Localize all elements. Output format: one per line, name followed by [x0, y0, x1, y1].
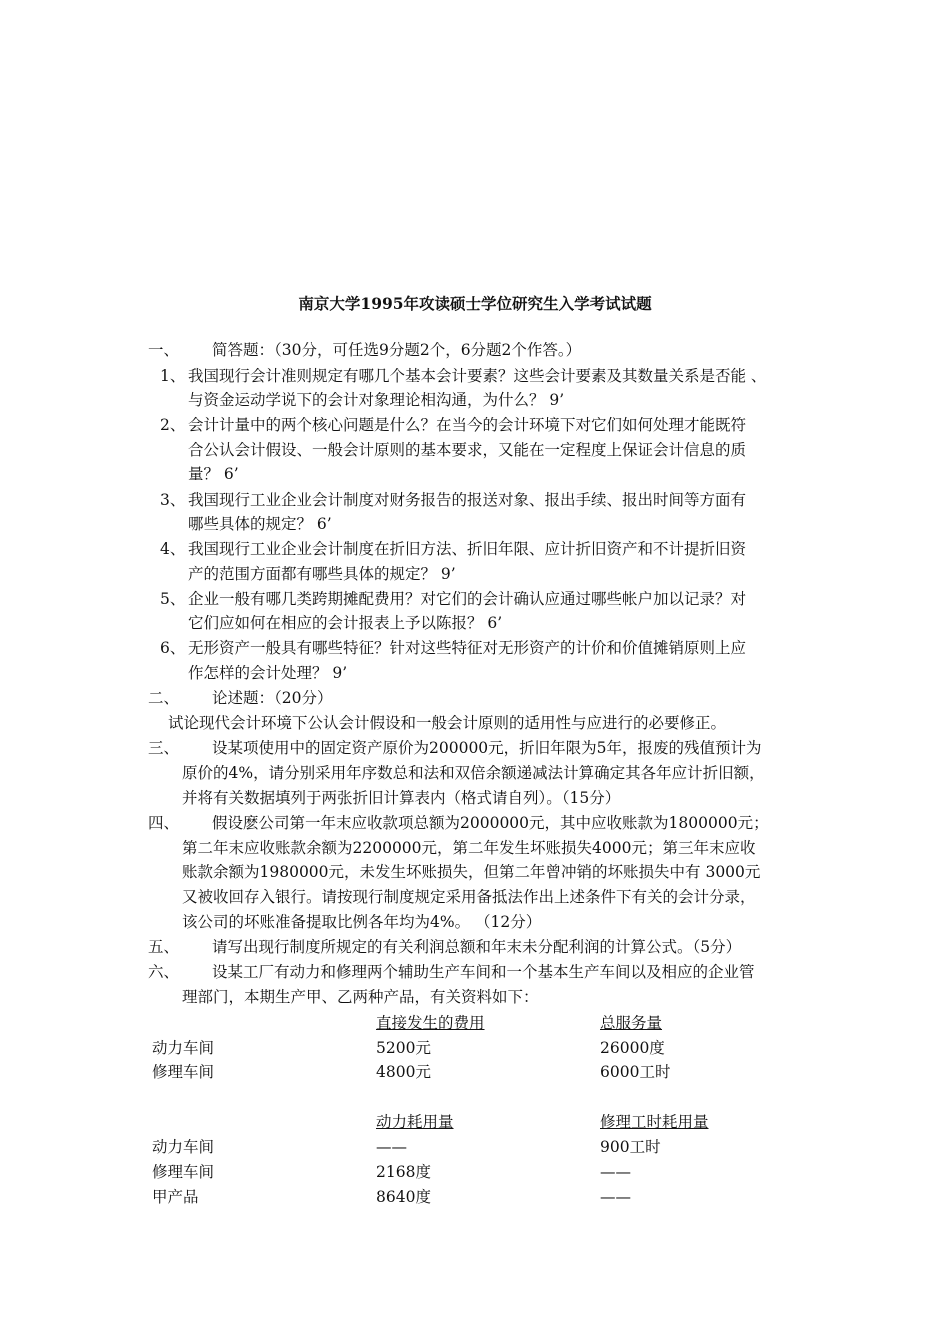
question-6-line-1: 无形资产一般具有哪些特征？针对这些特征对无形资产的计价和价值摊销原则上应 — [188, 639, 747, 657]
exam-title: 南京大学1995年攻读硕士学位研究生入学考试试题 — [298, 294, 652, 313]
question-5-line-1: 企业一般有哪几类跨期摊配费用？对它们的会计确认应通过哪些帐户加以记录？对 — [188, 590, 747, 608]
section-3-line-3: 并将有关数据填列于两张折旧计算表内（格式请自列）。（15分） — [182, 789, 621, 807]
question-6-line-2: 作怎样的会计处理？ 9’ — [188, 664, 348, 682]
question-4-line-1: 我国现行工业企业会计制度在折旧方法、折旧年限、应计折旧资产和不计提折旧资 — [188, 540, 747, 558]
section-3-line-1: 设某项使用中的固定资产原价为200000元，折旧年限为5年，报废的残值预计为 — [212, 739, 762, 757]
question-3-number: 3、 — [160, 491, 186, 509]
section-1-number: 一、 — [148, 341, 180, 359]
section-3-line-2: 原价的4%，请分别采用年序数总和法和双倍余额递减法计算确定其各年应计折旧额， — [182, 764, 765, 782]
table2-cell: 2168度 — [376, 1163, 431, 1181]
question-5-number: 5、 — [160, 590, 186, 608]
section-3-number: 三、 — [148, 739, 180, 757]
question-3-line-1: 我国现行工业企业会计制度对财务报告的报送对象、报出手续、报出时间等方面有 — [188, 491, 747, 509]
section-4-number: 四、 — [148, 814, 180, 832]
question-1-line-2: 与资金运动学说下的会计对象理论相沟通，为什么？ 9’ — [188, 391, 565, 409]
section-2-number: 二、 — [148, 689, 180, 707]
table1-cell: 26000度 — [600, 1039, 665, 1057]
question-5-line-2: 它们应如何在相应的会计报表上予以陈报？ 6’ — [188, 614, 503, 632]
section-6-number: 六、 — [148, 963, 180, 981]
question-2-line-1: 会计计量中的两个核心问题是什么？在当今的会计环境下对它们如何处理才能既符 — [188, 416, 747, 434]
section-4-line-1: 假设麽公司第一年末应收款项总额为2000000元，其中应收账款为1800000元； — [212, 814, 769, 832]
table2-row-label: 动力车间 — [152, 1138, 215, 1156]
table2-cell: 8640度 — [376, 1188, 431, 1206]
table2-header-power: 动力耗用量 — [376, 1113, 454, 1131]
question-2-number: 2、 — [160, 416, 186, 434]
table2-cell: —— — [600, 1163, 631, 1181]
section-4-line-4: 又被收回存入银行。请按现行制度规定采用备抵法作出上述条件下有关的会计分录， — [182, 888, 756, 906]
question-2-line-2: 合公认会计假设、一般会计原则的基本要求，又能在一定程度上保证会计信息的质 — [188, 441, 747, 459]
section-2-body: 试论现代会计环境下公认会计假设和一般会计原则的适用性与应进行的必要修正。 — [168, 714, 727, 732]
section-6-line-2: 理部门，本期生产甲、乙两种产品，有关资料如下： — [182, 988, 539, 1006]
table2-row-label: 甲产品 — [152, 1188, 199, 1206]
table1-cell: 6000工时 — [600, 1063, 671, 1081]
table1-row-label: 修理车间 — [152, 1063, 215, 1081]
table1-cell: 4800元 — [376, 1063, 431, 1081]
table2-cell: 900工时 — [600, 1138, 661, 1156]
question-3-line-2: 哪些具体的规定？ 6’ — [188, 515, 332, 533]
question-4-number: 4、 — [160, 540, 186, 558]
table1-cell: 5200元 — [376, 1039, 431, 1057]
question-1-number: 1、 — [160, 367, 186, 385]
section-2-header: 论述题：（20分） — [212, 689, 333, 707]
table1-row-label: 动力车间 — [152, 1039, 215, 1057]
table2-cell: —— — [376, 1138, 407, 1156]
section-6-line-1: 设某工厂有动力和修理两个辅助生产车间和一个基本生产车间以及相应的企业管 — [212, 963, 755, 981]
section-4-line-2: 第二年末应收账款余额为2200000元，第二年发生坏账损失4000元；第三年末应收 — [182, 839, 756, 857]
section-1-header: 简答题：（30分，可任选9分题2个，6分题2个作答。） — [212, 341, 582, 359]
table2-row-label: 修理车间 — [152, 1163, 215, 1181]
section-4-line-5: 该公司的坏账准备提取比例各年均为4%。 （12分） — [182, 913, 542, 931]
question-1-line-1: 我国现行会计准则规定有哪几个基本会计要素？这些会计要素及其数量关系是否能 、 — [188, 367, 767, 385]
question-6-number: 6、 — [160, 639, 186, 657]
question-2-line-3: 量？ 6’ — [188, 465, 239, 483]
table1-header-service: 总服务量 — [600, 1014, 663, 1032]
table2-header-repair: 修理工时耗用量 — [600, 1113, 709, 1131]
section-4-line-3: 账款余额为1980000元，未发生坏账损失，但第二年曾冲销的坏账损失中有 3000元 — [182, 863, 761, 881]
table2-cell: —— — [600, 1188, 631, 1206]
question-4-line-2: 产的范围方面都有哪些具体的规定？ 9’ — [188, 565, 456, 583]
section-5-number: 五、 — [148, 938, 180, 956]
section-5-line: 请写出现行制度所规定的有关利润总额和年末未分配利润的计算公式。（5分） — [212, 938, 742, 956]
table1-header-cost: 直接发生的费用 — [376, 1014, 485, 1032]
